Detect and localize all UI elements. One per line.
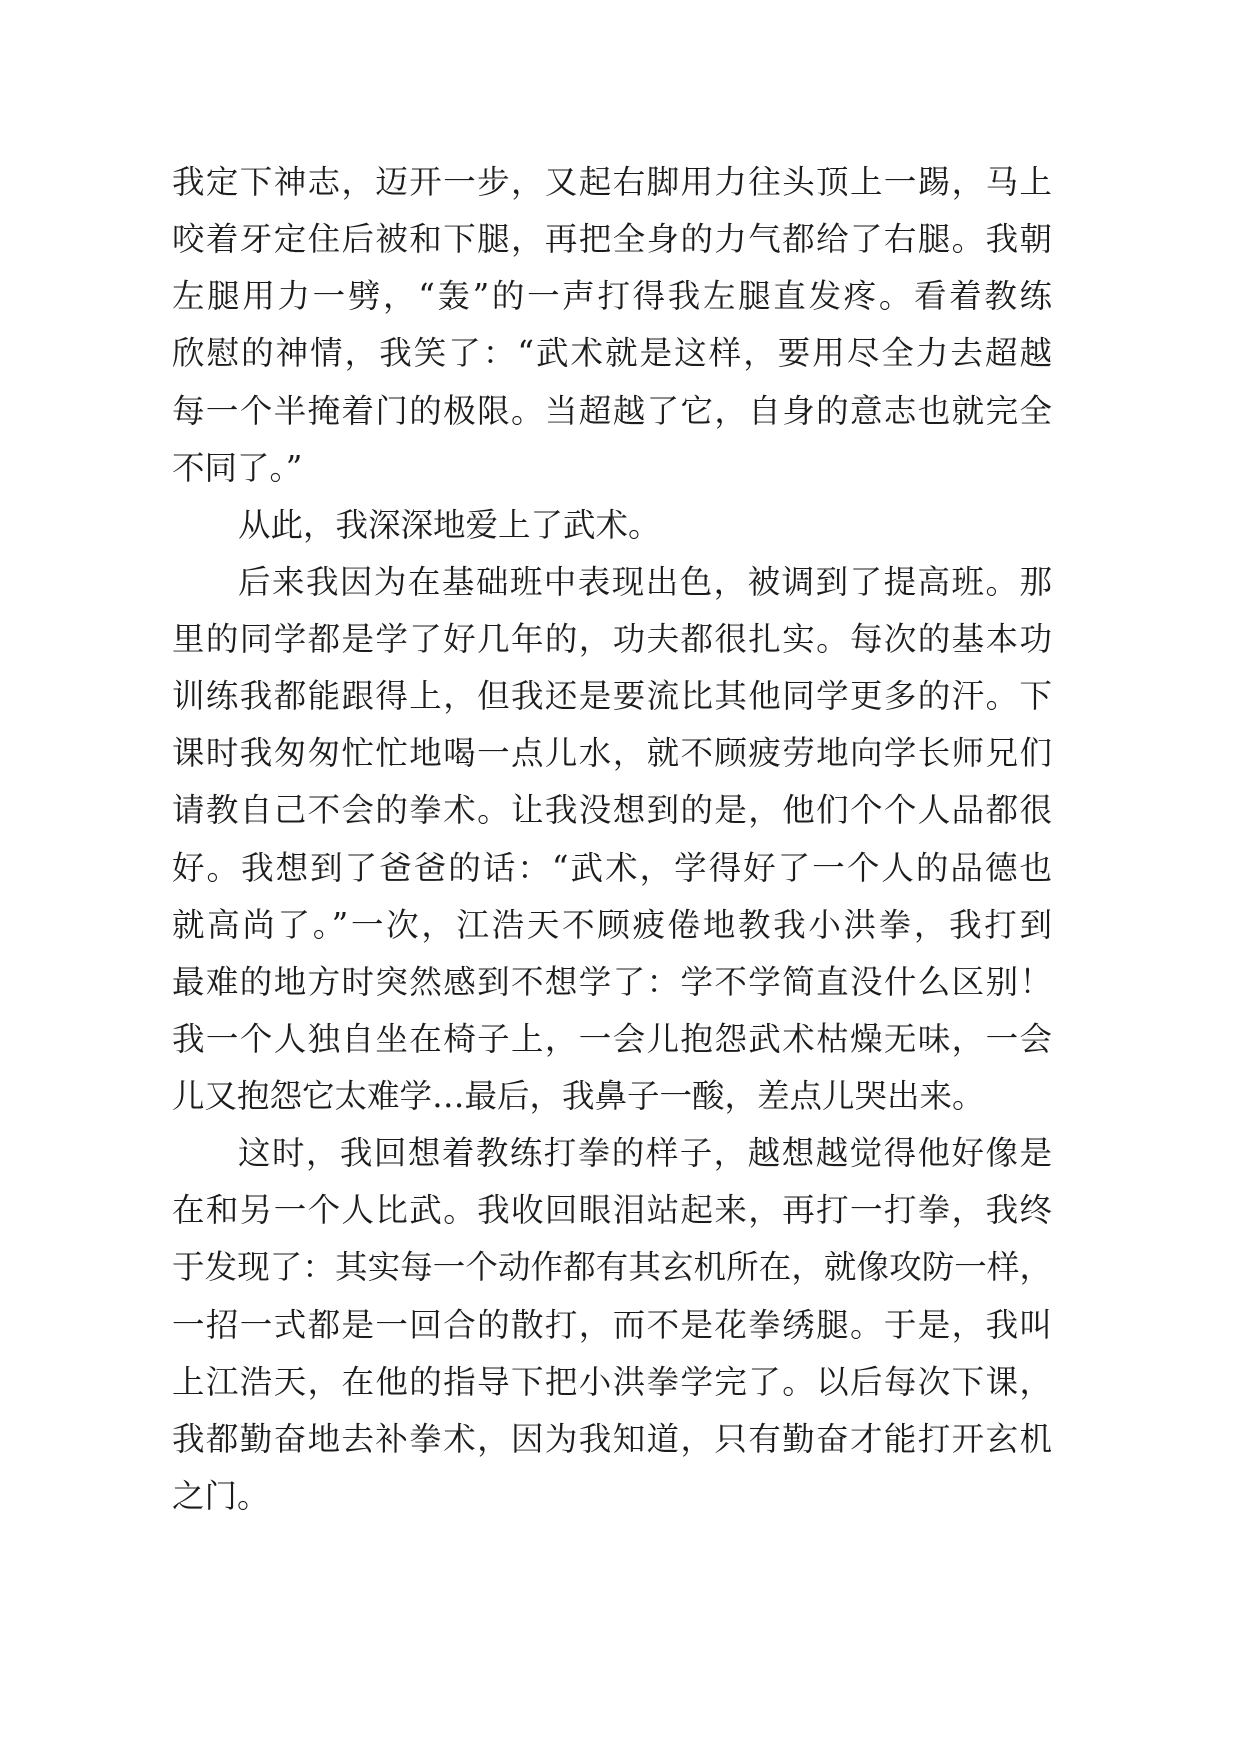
paragraph (172, 1125, 1052, 1525)
text-line: 从此，我深深地爱上了武术。 (238, 505, 661, 544)
text-line: 于发现了：其实每一个动作都有其玄机所在，就像攻防一样， (172, 1248, 1052, 1287)
text-line: 每一个半掩着门的极限。当超越了它，自身的意志也就完全 (172, 391, 1052, 430)
text-line: 一招一式都是一回合的散打，而不是花拳绣腿。于是，我叫 (172, 1305, 1052, 1344)
paragraph (172, 497, 1052, 554)
body-text (172, 154, 1052, 1525)
text-line: 上江浩天，在他的指导下把小洪拳学完了。以后每次下课， (172, 1362, 1052, 1401)
text-line: 这时，我回想着教练打拳的样子，越想越觉得他好像是 (238, 1134, 1052, 1173)
text-line: 儿又抱怨它太难学…最后，我鼻子一酸，差点儿哭出来。 (172, 1077, 985, 1115)
text-line: 最难的地方时突然感到不想学了：学不学简直没什么区别！ (172, 962, 1052, 1001)
text-line: 不同了。” (172, 448, 303, 487)
text-line: 之门。 (172, 1476, 270, 1515)
text-line: 咬着牙定住后被和下腿，再把全身的力气都给了右腿。我朝 (172, 220, 1052, 259)
text-line: 里的同学都是学了好几年的，功夫都很扎实。每次的基本功 (172, 620, 1052, 658)
text-line: 我都勤奋地去补拳术，因为我知道，只有勤奋才能打开玄机 (172, 1419, 1052, 1458)
text-line: 我一个人独自坐在椅子上，一会儿抱怨武术枯燥无味，一会 (172, 1019, 1052, 1058)
text-line: 我定下神志，迈开一步，又起右脚用力往头顶上一踢，马上 (172, 163, 1052, 201)
text-line: 欣慰的神情，我笑了：“武术就是这样，要用尽全力去超越 (172, 334, 1052, 373)
text-line: 训练我都能跟得上，但我还是要流比其他同学更多的汗。下 (172, 677, 1052, 716)
text-line: 左腿用力一劈，“轰”的一声打得我左腿直发疼。看着教练 (172, 277, 1052, 316)
text-line: 后来我因为在基础班中表现出色，被调到了提高班。那 (238, 562, 1052, 601)
text-line: 请教自己不会的拳术。让我没想到的是，他们个个人品都很 (172, 791, 1052, 830)
text-line: 好。我想到了爸爸的话：“武术，学得好了一个人的品德也 (172, 848, 1052, 887)
paragraph (172, 554, 1052, 1125)
text-line: 就高尚了。”一次，江浩天不顾疲倦地教我小洪拳，我打到 (172, 905, 1052, 944)
paragraph (172, 154, 1052, 497)
text-line: 课时我匆匆忙忙地喝一点儿水，就不顾疲劳地向学长师兄们 (172, 734, 1052, 773)
text-line: 在和另一个人比武。我收回眼泪站起来，再打一打拳，我终 (172, 1191, 1052, 1230)
